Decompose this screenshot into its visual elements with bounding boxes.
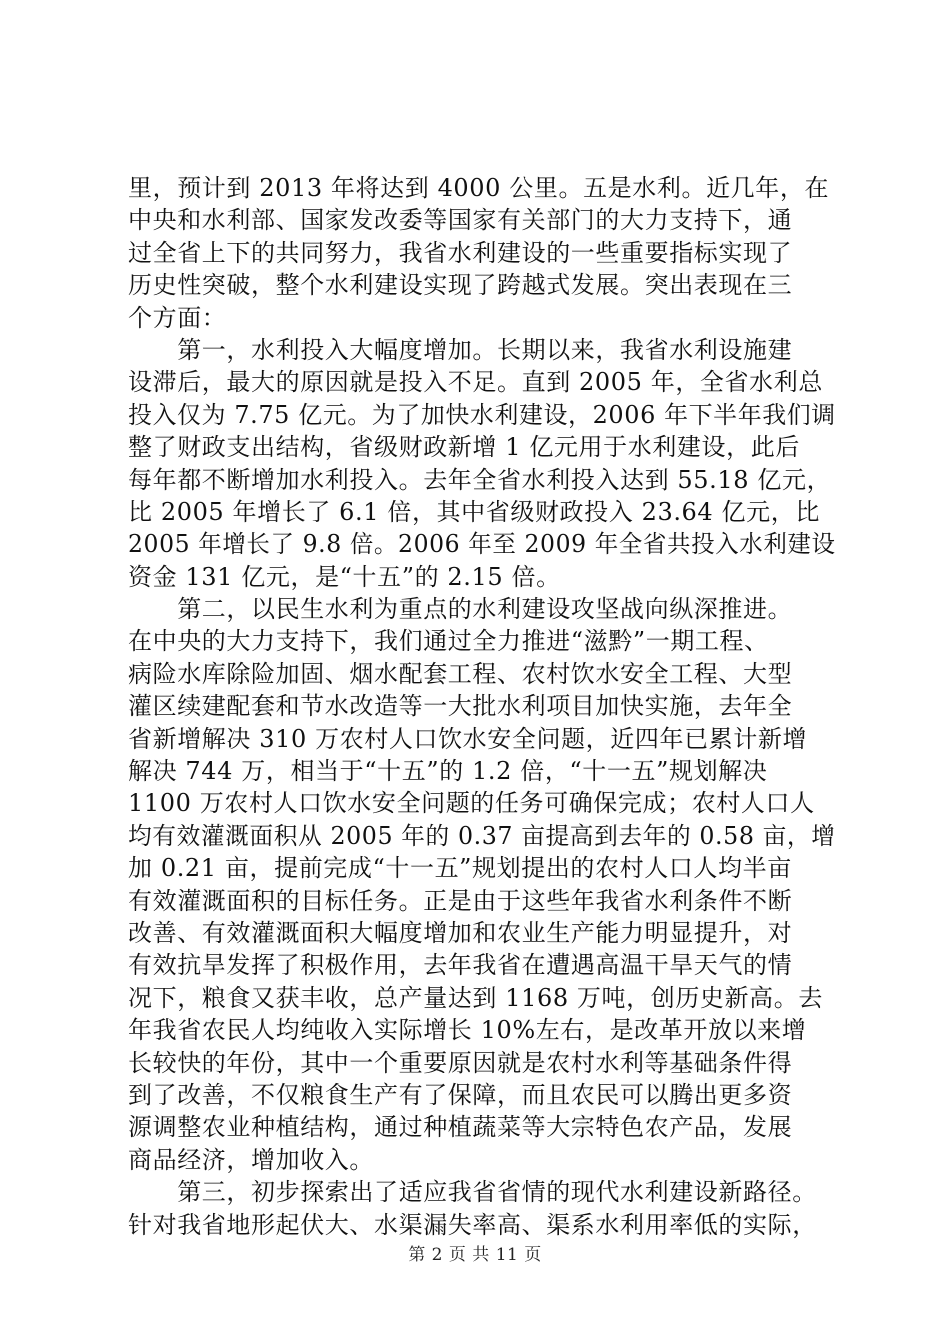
text-line: 1100 万农村人口饮水安全问题的任务可确保完成；农村人口人 [128,789,815,818]
text-line: 有效抗旱发挥了积极作用，去年我省在遭遇高温干旱天气的情 [128,951,793,980]
text-line: 源调整农业种植结构，通过种植蔬菜等大宗特色农产品，发展 [128,1113,793,1142]
text-line: 况下，粮食又获丰收，总产量达到 1168 万吨，创历史新高。去 [128,983,823,1012]
text-line: 第三，初步探索出了适应我省省情的现代水利建设新路径。 [128,1178,817,1207]
text-line: 整了财政支出结构，省级财政新增 1 亿元用于水利建设，此后 [128,433,800,462]
text-line: 针对我省地形起伏大、水渠漏失率高、渠系水利用率低的实际， [128,1210,817,1239]
page-footer: 第 2 页 共 11 页 [408,1245,542,1265]
text-line: 第二，以民生水利为重点的水利建设攻坚战向纵深推进。 [128,595,793,624]
text-line: 均有效灌溉面积从 2005 年的 0.37 亩提高到去年的 0.58 亩，增 [128,821,836,850]
text-line: 中央和水利部、国家发改委等国家有关部门的大力支持下，通 [128,206,793,235]
text-line: 历史性突破，整个水利建设实现了跨越式发展。突出表现在三 [128,271,793,300]
text-line: 长较快的年份，其中一个重要原因就是农村水利等基础条件得 [128,1048,793,1077]
text-line: 到了改善，不仅粮食生产有了保障，而且农民可以腾出更多资 [128,1080,793,1109]
text-line: 比 2005 年增长了 6.1 倍，其中省级财政投入 23.64 亿元，比 [128,497,820,526]
text-line: 加 0.21 亩，提前完成“十一五”规划提出的农村人口人均半亩 [128,854,792,883]
text-line: 病险水库除险加固、烟水配套工程、农村饮水安全工程、大型 [128,659,793,688]
text-line: 商品经济，增加收入。 [128,1145,374,1174]
text-line: 改善、有效灌溉面积大幅度增加和农业生产能力明显提升，对 [128,918,793,947]
text-line: 里，预计到 2013 年将达到 4000 公里。五是水利。近几年，在 [128,174,830,202]
text-line: 年我省农民人均纯收入实际增长 10%左右，是改革开放以来增 [128,1016,807,1045]
text-line: 过全省上下的共同努力，我省水利建设的一些重要指标实现了 [128,238,793,267]
text-line: 设滞后，最大的原因就是投入不足。直到 2005 年，全省水利总 [128,368,823,397]
body-text [128,172,836,1241]
text-line: 有效灌溉面积的目标任务。正是由于这些年我省水利条件不断 [128,886,793,915]
text-line: 每年都不断增加水利投入。去年全省水利投入达到 55.18 亿元， [128,465,832,494]
text-line: 2005 年增长了 9.8 倍。2006 年至 2009 年全省共投入水利建设 [128,530,836,559]
text-line: 个方面： [128,303,227,332]
text-line: 灌区续建配套和节水改造等一大批水利项目加快实施，去年全 [128,692,793,721]
text-line: 省新增解决 310 万农村人口饮水安全问题，近四年已累计新增 [128,724,808,753]
text-line: 资金 131 亿元，是“十五”的 2.15 倍。 [128,562,561,591]
text-line: 解决 744 万，相当于“十五”的 1.2 倍，“十一五”规划解决 [128,757,768,786]
text-line: 第一，水利投入大幅度增加。长期以来，我省水利设施建 [128,335,793,364]
text-line: 投入仅为 7.75 亿元。为了加快水利建设，2006 年下半年我们调 [128,400,836,429]
text-line: 在中央的大力支持下，我们通过全力推进“滋黔”一期工程、 [128,627,769,656]
